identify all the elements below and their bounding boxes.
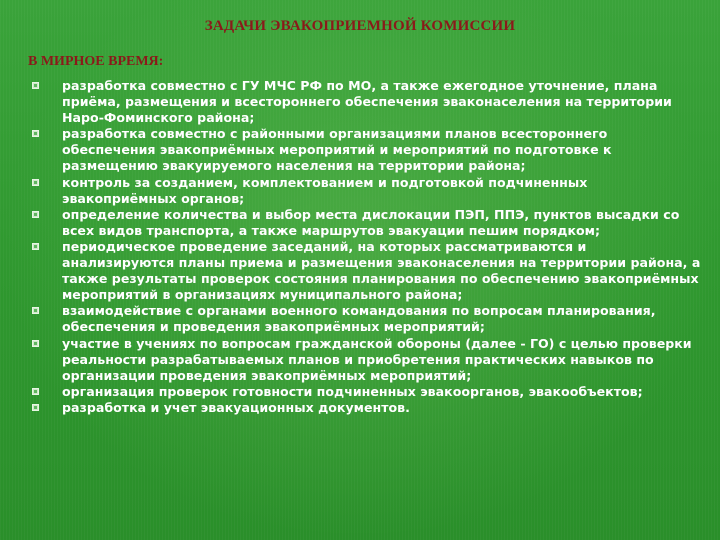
- list-item: [30, 207, 702, 239]
- list-item-text: разработка совместно с районными организациями планов всестороннего обеспечения эвакоприёмных мероприятий и мероприятий по подготовке к размещению эвакуируемого населения на территории района;: [62, 126, 612, 174]
- square-bullet-icon: [32, 243, 39, 250]
- square-bullet-icon: [32, 179, 39, 186]
- square-bullet-icon: [32, 211, 39, 218]
- slide-title: ЗАДАЧИ ЭВАКОПРИЕМНОЙ КОМИССИИ: [204, 18, 516, 34]
- list-item: [30, 239, 702, 303]
- square-bullet-icon: [32, 307, 39, 314]
- list-item: [30, 336, 702, 384]
- slide-subtitle: В МИРНОЕ ВРЕМЯ:: [28, 54, 164, 69]
- list-item: [30, 384, 702, 400]
- list-item-text: организация проверок готовности подчиненных эвакоорганов, эвакообъектов;: [62, 383, 643, 399]
- list-item: [30, 78, 702, 126]
- task-list: [30, 78, 702, 416]
- square-bullet-icon: [32, 404, 39, 411]
- list-item-text: разработка совместно с ГУ МЧС РФ по МО, а также ежегодное уточнение, плана приёма, размещения и всестороннего обеспечения эваконаселения на территории Наро-Фоминского района;: [62, 78, 672, 126]
- list-item: [30, 126, 702, 174]
- list-item: [30, 400, 702, 416]
- list-item: [30, 175, 702, 207]
- square-bullet-icon: [32, 388, 39, 395]
- square-bullet-icon: [32, 130, 39, 137]
- list-item-text: определение количества и выбор места дислокации ПЭП, ППЭ, пунктов высадки со всех видов транспорта, а также маршрутов эвакуации пешим порядком;: [62, 206, 680, 238]
- list-item-text: периодическое проведение заседаний, на которых рассматриваются и анализируются планы приема и размещения эваконаселения на территории района, а также результаты проверок состояния планирования по обеспечению эвакоприёмных мероприятий в организациях муниципального района;: [62, 238, 701, 303]
- list-item-text: контроль за созданием, комплектованием и подготовкой подчиненных эвакоприёмных органов;: [62, 174, 588, 206]
- list-item-text: взаимодействие с органами военного командования по вопросам планирования, обеспечения и проведения эвакоприёмных мероприятий;: [62, 303, 656, 335]
- list-item-text: участие в учениях по вопросам гражданской обороны (далее - ГО) с целью проверки реальности разрабатываемых планов и приобретения практических навыков по организации проведения эвакоприёмных мероприятий;: [62, 335, 692, 383]
- square-bullet-icon: [32, 340, 39, 347]
- square-bullet-icon: [32, 82, 39, 89]
- list-item: [30, 303, 702, 335]
- list-item-text: разработка и учет эвакуационных документов.: [62, 399, 410, 415]
